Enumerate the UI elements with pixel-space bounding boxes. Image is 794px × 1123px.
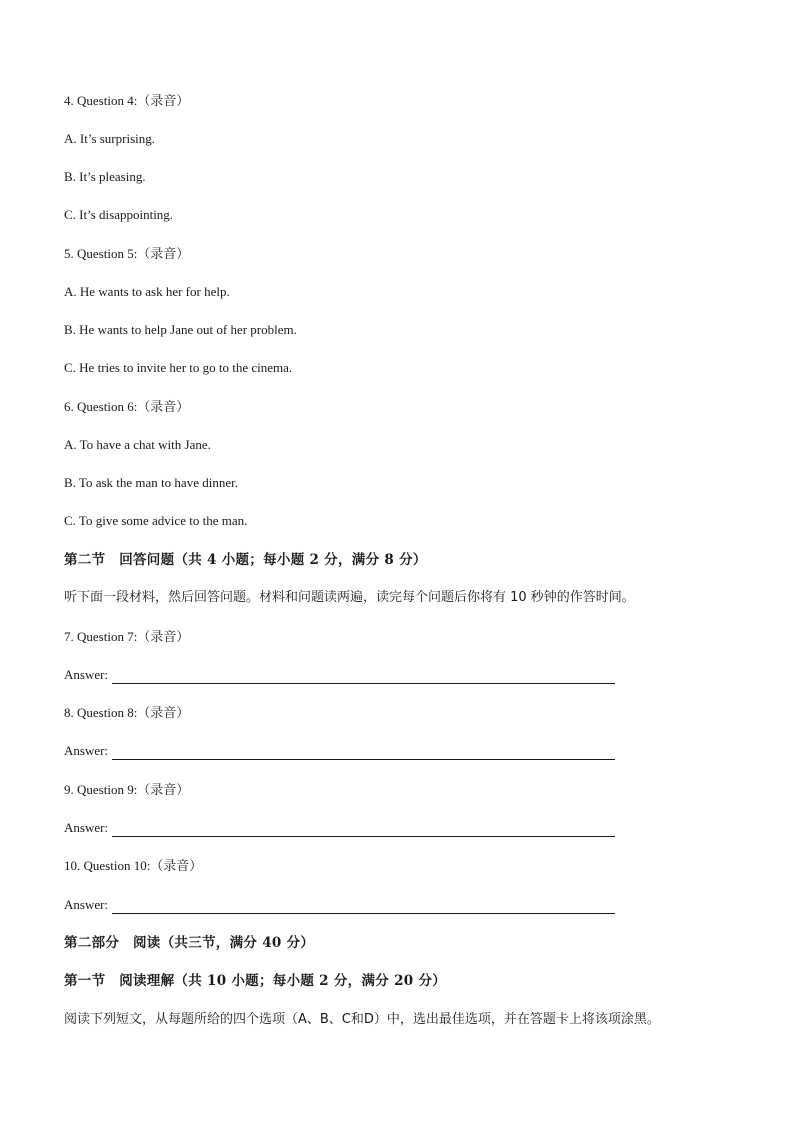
question-5-option-b: B. He wants to help Jane out of her problem. xyxy=(64,322,297,337)
part-2-heading: 第二部分 阅读（共三节，满分 40 分） xyxy=(64,935,315,951)
question-5-option-a: A. He wants to ask her for help. xyxy=(64,284,230,299)
question-6-option-a: A. To have a chat with Jane. xyxy=(64,437,211,452)
answer-label: Answer: xyxy=(64,897,109,912)
answer-label: Answer: xyxy=(64,820,109,835)
question-10-answer-line[interactable] xyxy=(112,898,615,914)
section-2-instruction: 听下面一段材料，然后回答问题。材料和问题读两遍，读完每个问题后你将有 10 秒钟的作答时间。 xyxy=(64,590,635,605)
question-10-title: 10. Question 10:（录音） xyxy=(64,858,203,873)
question-4-option-c: C. It’s disappointing. xyxy=(64,207,174,222)
question-9-answer-line[interactable] xyxy=(112,821,615,837)
part-2-section-1-heading: 第一节 阅读理解（共 10 小题；每小题 2 分，满分 20 分） xyxy=(64,973,447,989)
section-2-heading: 第二节 回答问题（共 4 小题；每小题 2 分，满分 8 分） xyxy=(64,552,427,568)
question-7-title: 7. Question 7:（录音） xyxy=(64,629,190,644)
question-6-title: 6. Question 6:（录音） xyxy=(64,399,190,414)
answer-label: Answer: xyxy=(64,667,109,682)
question-6-option-b: B. To ask the man to have dinner. xyxy=(64,475,238,490)
question-8-title: 8. Question 8:（录音） xyxy=(64,705,190,720)
question-10-answer-row xyxy=(64,896,615,914)
question-9-title: 9. Question 9:（录音） xyxy=(64,782,190,797)
answer-label: Answer: xyxy=(64,743,109,758)
question-6-option-c: C. To give some advice to the man. xyxy=(64,513,248,528)
part-2-instruction: 阅读下列短文，从每题所给的四个选项（A、B、C和D）中，选出最佳选项，并在答题卡上将该项涂黑。 xyxy=(64,1012,660,1027)
question-4-option-a: A. It’s surprising. xyxy=(64,131,155,146)
question-5-option-c: C. He tries to invite her to go to the cinema. xyxy=(64,360,293,375)
question-8-answer-row xyxy=(64,742,615,760)
question-4-option-b: B. It’s pleasing. xyxy=(64,169,146,184)
question-8-answer-line[interactable] xyxy=(112,744,615,760)
question-9-answer-row xyxy=(64,819,615,837)
question-5-title: 5. Question 5:（录音） xyxy=(64,246,190,261)
question-7-answer-row xyxy=(64,666,615,684)
question-7-answer-line[interactable] xyxy=(112,668,615,684)
question-4-title: 4. Question 4:（录音） xyxy=(64,93,190,108)
